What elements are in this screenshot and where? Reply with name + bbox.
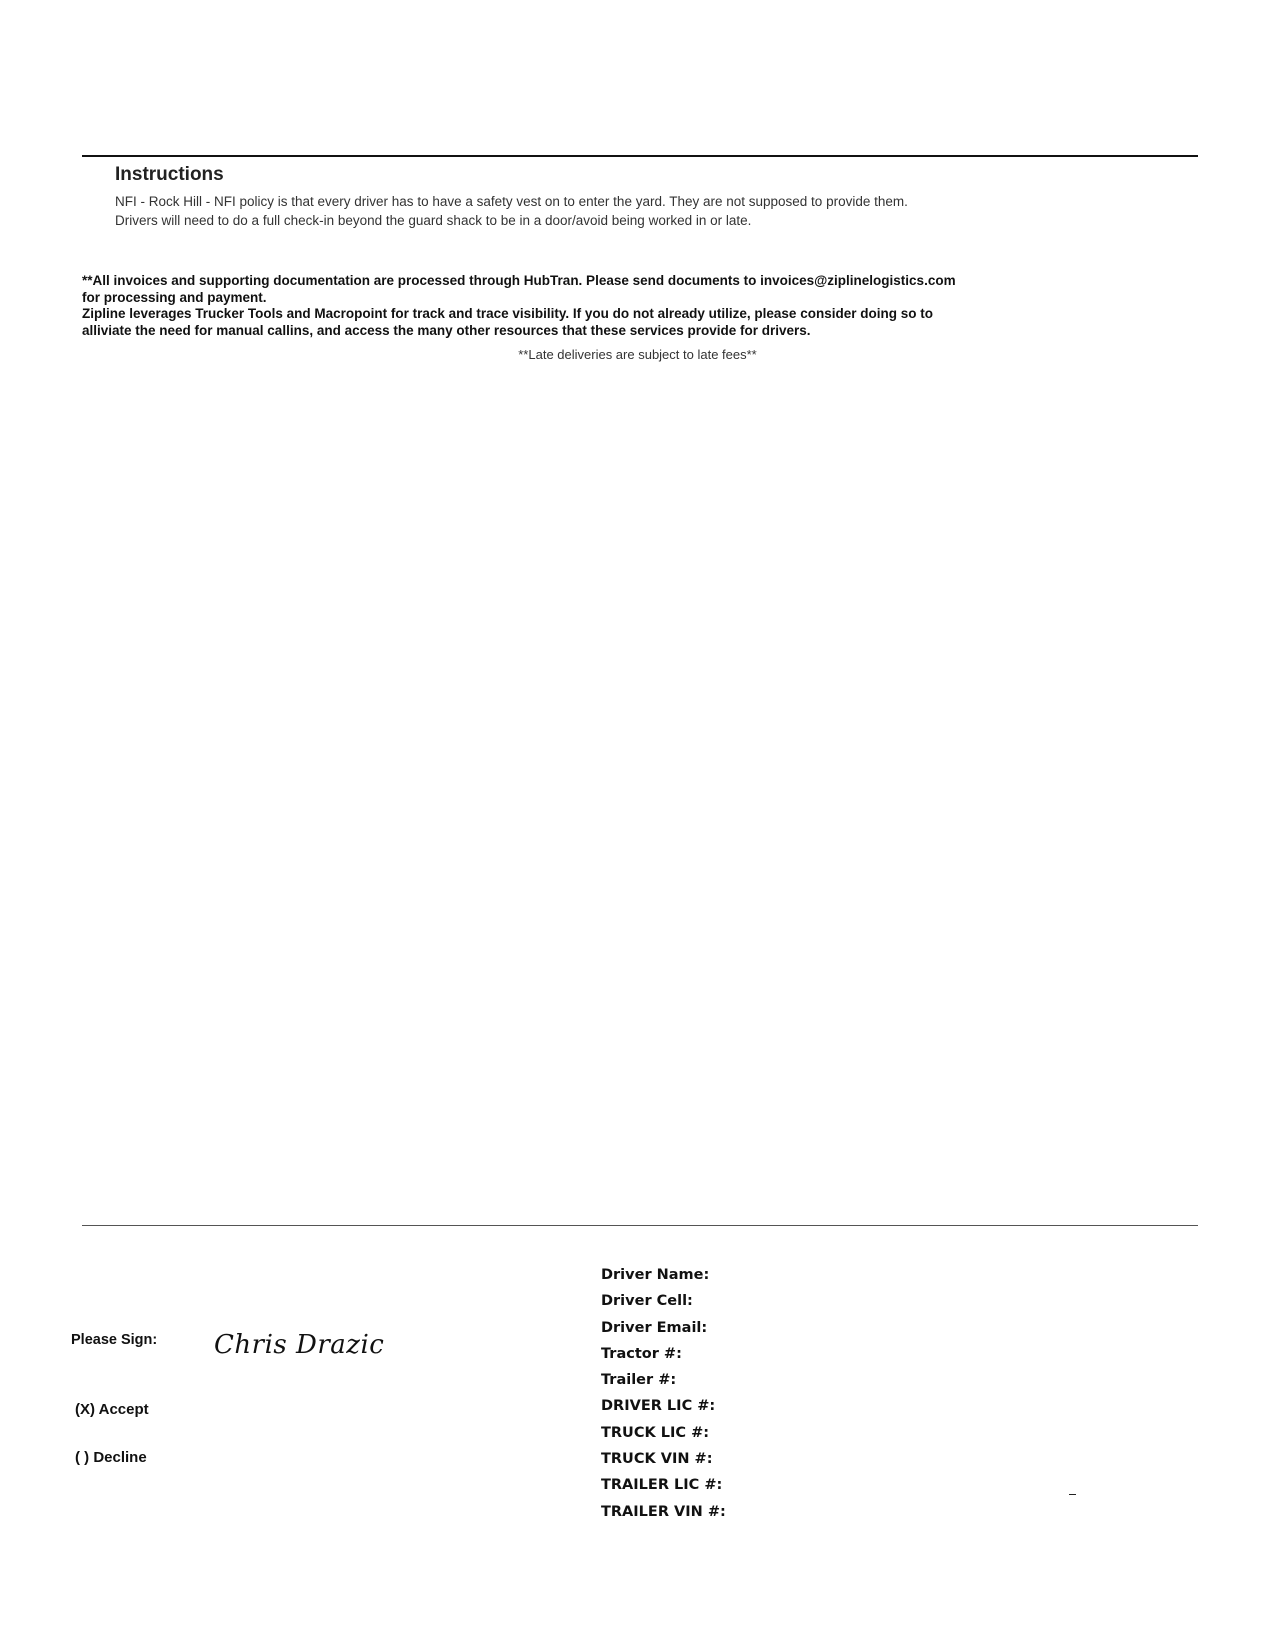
tracking-notice-line-1: Zipline leverages Trucker Tools and Macropoint for track and trace visibility. If you do not already utilize, please consider doing so to: [82, 306, 933, 321]
decline-option: ( ) Decline: [75, 1449, 147, 1466]
top-divider: [82, 155, 1198, 157]
trailer-number-label: Trailer #:: [601, 1372, 677, 1389]
invoices-notice-line-1: **All invoices and supporting documentation are processed through HubTran. Please send documents to invoices@ziplinelogistics.com: [82, 273, 956, 288]
instruction-line-1: NFI - Rock Hill - NFI policy is that every driver has to have a safety vest on to enter the yard. They are not supposed to provide them.: [115, 194, 908, 209]
accept-option: (X) Accept: [75, 1401, 149, 1418]
trailer-vin-label: TRAILER VIN #:: [601, 1503, 726, 1520]
truck-vin-label: TRUCK VIN #:: [601, 1451, 713, 1468]
driver-fields-list: [601, 1262, 726, 1525]
signature: Chris Drazic: [214, 1330, 385, 1360]
driver-license-label: DRIVER LIC #:: [601, 1398, 716, 1415]
instruction-line-2: Drivers will need to do a full check-in beyond the guard shack to be in a door/avoid being worked in or late.: [115, 213, 752, 228]
tracking-notice-line-2: alliviate the need for manual callins, and access the many other resources that these services provide for drivers.: [82, 323, 811, 338]
instructions-title: Instructions: [115, 164, 224, 185]
truck-license-label: TRUCK LIC #:: [601, 1424, 710, 1441]
dash-mark: [1069, 1494, 1076, 1495]
driver-name-label: Driver Name:: [601, 1267, 710, 1283]
late-fees-notice: **Late deliveries are subject to late fees**: [518, 347, 757, 362]
bottom-divider: [82, 1225, 1198, 1226]
driver-email-label: Driver Email:: [601, 1319, 708, 1336]
please-sign-label: Please Sign:: [71, 1332, 158, 1348]
tractor-number-label: Tractor #:: [601, 1345, 682, 1362]
trailer-license-label: TRAILER LIC #:: [601, 1477, 723, 1494]
driver-cell-label: Driver Cell:: [601, 1293, 693, 1310]
invoices-notice-line-2: for processing and payment.: [82, 290, 267, 305]
